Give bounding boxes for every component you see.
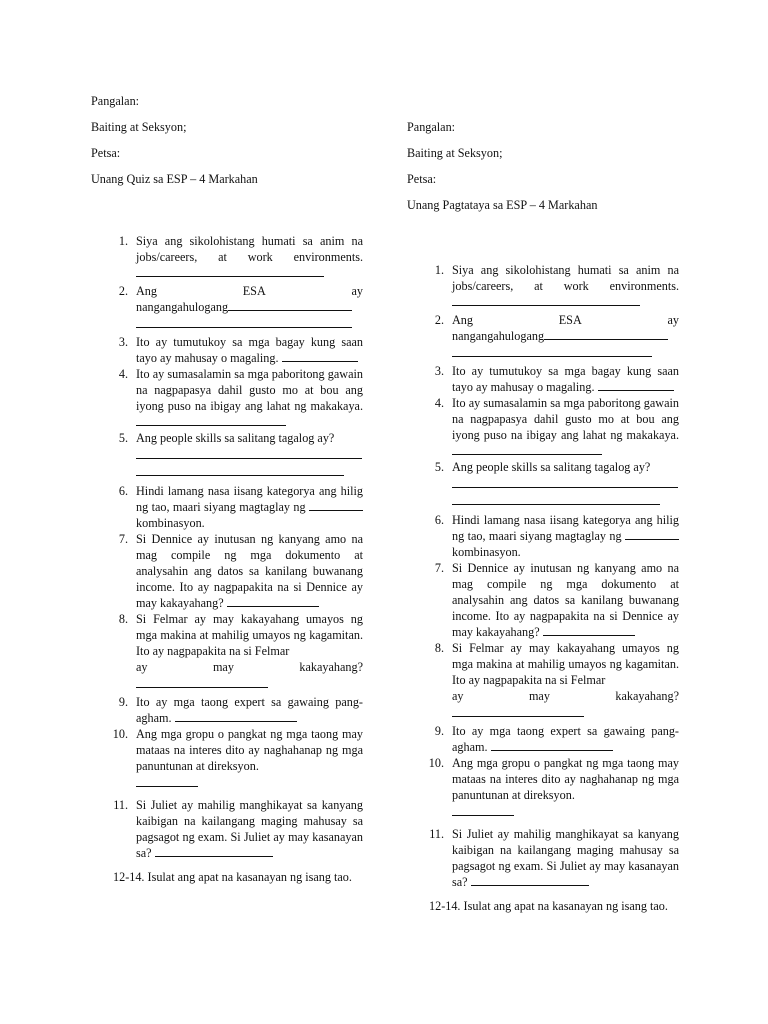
- question-text: kakayahang?: [615, 689, 679, 703]
- question-number: 11.: [113, 798, 128, 812]
- question-11: [91, 797, 363, 861]
- question-text: ay: [452, 689, 464, 703]
- answer-blank[interactable]: [228, 299, 352, 311]
- question-text: may: [212, 660, 234, 674]
- question-2: [91, 283, 363, 328]
- question-8: [91, 611, 363, 688]
- question-text: nangangahulogang: [136, 300, 229, 314]
- answer-blank[interactable]: [136, 315, 352, 328]
- question-number: 8.: [434, 641, 444, 655]
- question-text: Siya ang sikolohistang humati sa anim na jobs/careers, at work environments.: [452, 263, 679, 293]
- answer-blank[interactable]: [491, 739, 613, 751]
- question-text: ay: [136, 660, 148, 674]
- answer-blank[interactable]: [452, 344, 652, 357]
- question-number: 7.: [118, 532, 128, 546]
- question-number: 2.: [434, 313, 444, 327]
- answer-blank[interactable]: [452, 492, 660, 505]
- question-text: Ito ay sumasalamin sa mga paboritong gawain na nagpapasya dahil gusto mo at bou ang iyong puso na ibigay ang lahat ng makakaya.: [136, 367, 363, 413]
- question-number: 5.: [434, 460, 444, 474]
- question-number: 10.: [428, 756, 444, 770]
- question-number: 2.: [118, 284, 128, 298]
- question-1: [91, 233, 363, 281]
- question-list: [91, 233, 363, 861]
- answer-blank[interactable]: [452, 443, 602, 455]
- question-10: [407, 755, 679, 816]
- question-number: 8.: [118, 612, 128, 626]
- question-5: [407, 459, 679, 505]
- question-text: Ang mga gropu o pangkat ng mga taong may mataas na interes dito ay naghahanap ng mga panuntunan at direksyon.: [136, 727, 363, 773]
- question-number: 4.: [434, 396, 444, 410]
- question-text: ay: [351, 284, 363, 298]
- answer-blank[interactable]: [136, 446, 362, 459]
- date-label: Petsa:: [407, 172, 437, 186]
- answer-blank[interactable]: [136, 675, 268, 688]
- question-8: [407, 640, 679, 717]
- answer-blank[interactable]: [282, 350, 358, 362]
- answer-blank[interactable]: [227, 595, 319, 607]
- name-label: Pangalan:: [91, 94, 140, 108]
- question-text: Ito ay tumutukoy sa mga bagay kung saan tayo ay mahusay o magaling.: [452, 364, 679, 394]
- question-9: [407, 723, 679, 755]
- question-text: ay: [667, 313, 679, 327]
- final-instruction: 12-14. Isulat ang apat na kasanayan ng isang tao.: [113, 870, 352, 884]
- question-7: [91, 531, 363, 611]
- question-6: [407, 512, 679, 560]
- answer-blank[interactable]: [452, 704, 584, 717]
- quiz-column-right: [407, 119, 679, 914]
- answer-blank[interactable]: [625, 528, 679, 540]
- date-label: Petsa:: [91, 146, 121, 160]
- question-number: 5.: [118, 431, 128, 445]
- quiz-column-left: [91, 93, 363, 885]
- question-number: 9.: [118, 695, 128, 709]
- question-number: 1.: [118, 234, 128, 248]
- question-3: [91, 334, 363, 366]
- question-5: [91, 430, 363, 476]
- answer-blank[interactable]: [452, 294, 640, 306]
- question-number: 10.: [112, 727, 128, 741]
- answer-blank[interactable]: [598, 379, 674, 391]
- answer-blank[interactable]: [136, 463, 344, 476]
- grade-section-label: Baiting at Seksyon;: [91, 120, 187, 134]
- question-text: Si Felmar ay may kakayahang umayos ng mga makina at mahilig umayos ng kagamitan. Ito ay nagpapakita na si Felmar: [452, 641, 679, 687]
- question-text: Ito ay mga taong expert sa gawaing pang-agham.: [452, 724, 679, 754]
- question-text: Si Dennice ay inutusan ng kanyang amo na mag compile ng mga dokumento at analysahin ang datos sa kanilang buwanang income. Ito ay nagpapakita na si Dennice ay may kakayahang?: [136, 532, 363, 610]
- question-7: [407, 560, 679, 640]
- question-1: [407, 262, 679, 310]
- question-text: Ito ay tumutukoy sa mga bagay kung saan tayo ay mahusay o magaling.: [136, 335, 363, 365]
- answer-blank[interactable]: [452, 475, 678, 488]
- question-6: [91, 483, 363, 531]
- quiz-title: Unang Quiz sa ESP – 4 Markahan: [91, 172, 258, 186]
- question-text: Siya ang sikolohistang humati sa anim na jobs/careers, at work environments.: [136, 234, 363, 264]
- question-text: Si Dennice ay inutusan ng kanyang amo na mag compile ng mga dokumento at analysahin ang datos sa kanilang buwanang income. Ito ay nagpapakita na si Dennice ay may kakayahang?: [452, 561, 679, 639]
- question-number: 6.: [434, 513, 444, 527]
- question-4: [407, 395, 679, 459]
- question-4: [91, 366, 363, 430]
- answer-blank[interactable]: [543, 624, 635, 636]
- question-number: 3.: [118, 335, 128, 349]
- question-3: [407, 363, 679, 395]
- question-text: kombinasyon.: [452, 545, 521, 559]
- question-number: 1.: [434, 263, 444, 277]
- question-list: [407, 262, 679, 890]
- question-text: Si Felmar ay may kakayahang umayos ng mga makina at mahilig umayos ng kagamitan. Ito ay nagpapakita na si Felmar: [136, 612, 363, 658]
- question-10: [91, 726, 363, 787]
- question-text: nangangahulogang: [452, 329, 545, 343]
- question-text: Si Juliet ay mahilig manghikayat sa kanyang kaibigan na kailangang maging mahusay sa pagsagot ng exam. Si Juliet ay may kasanayan sa?: [136, 798, 363, 860]
- question-text: ESA: [242, 284, 266, 298]
- question-text: Ito ay mga taong expert sa gawaing pang-agham.: [136, 695, 363, 725]
- final-instruction: 12-14. Isulat ang apat na kasanayan ng isang tao.: [429, 899, 668, 913]
- name-label: Pangalan:: [407, 120, 456, 134]
- question-9: [91, 694, 363, 726]
- question-text: ESA: [558, 313, 582, 327]
- answer-blank[interactable]: [136, 414, 286, 426]
- question-text: Ang people skills sa salitang tagalog ay?: [136, 431, 335, 445]
- question-text: kakayahang?: [299, 660, 363, 674]
- question-number: 6.: [118, 484, 128, 498]
- answer-blank[interactable]: [471, 874, 589, 886]
- question-text: may: [528, 689, 550, 703]
- question-text: Si Juliet ay mahilig manghikayat sa kanyang kaibigan na kailangang maging mahusay sa pagsagot ng exam. Si Juliet ay may kasanayan sa?: [452, 827, 679, 889]
- question-text: Hindi lamang nasa iisang kategorya ang hilig ng tao, maari siyang magtaglay ng: [452, 513, 679, 543]
- grade-section-label: Baiting at Seksyon;: [407, 146, 503, 160]
- answer-blank[interactable]: [136, 265, 324, 277]
- question-11: [407, 826, 679, 890]
- answer-blank[interactable]: [309, 499, 363, 511]
- question-number: 11.: [429, 827, 444, 841]
- answer-blank[interactable]: [175, 710, 297, 722]
- question-number: 3.: [434, 364, 444, 378]
- answer-blank[interactable]: [544, 328, 668, 340]
- question-text: Hindi lamang nasa iisang kategorya ang hilig ng tao, maari siyang magtaglay ng: [136, 484, 363, 514]
- answer-blank[interactable]: [136, 774, 198, 787]
- question-number: 4.: [118, 367, 128, 381]
- question-2: [407, 312, 679, 357]
- question-text: Ito ay sumasalamin sa mga paboritong gawain na nagpapasya dahil gusto mo at bou ang iyong puso na ibigay ang lahat ng makakaya.: [452, 396, 679, 442]
- question-number: 9.: [434, 724, 444, 738]
- question-number: 7.: [434, 561, 444, 575]
- quiz-title: Unang Pagtataya sa ESP – 4 Markahan: [407, 198, 598, 212]
- answer-blank[interactable]: [452, 803, 514, 816]
- answer-blank[interactable]: [155, 845, 273, 857]
- question-text: Ang: [452, 313, 473, 327]
- question-text: Ang mga gropu o pangkat ng mga taong may mataas na interes dito ay naghahanap ng mga panuntunan at direksyon.: [452, 756, 679, 802]
- question-text: kombinasyon.: [136, 516, 205, 530]
- question-text: Ang people skills sa salitang tagalog ay?: [452, 460, 651, 474]
- question-text: Ang: [136, 284, 157, 298]
